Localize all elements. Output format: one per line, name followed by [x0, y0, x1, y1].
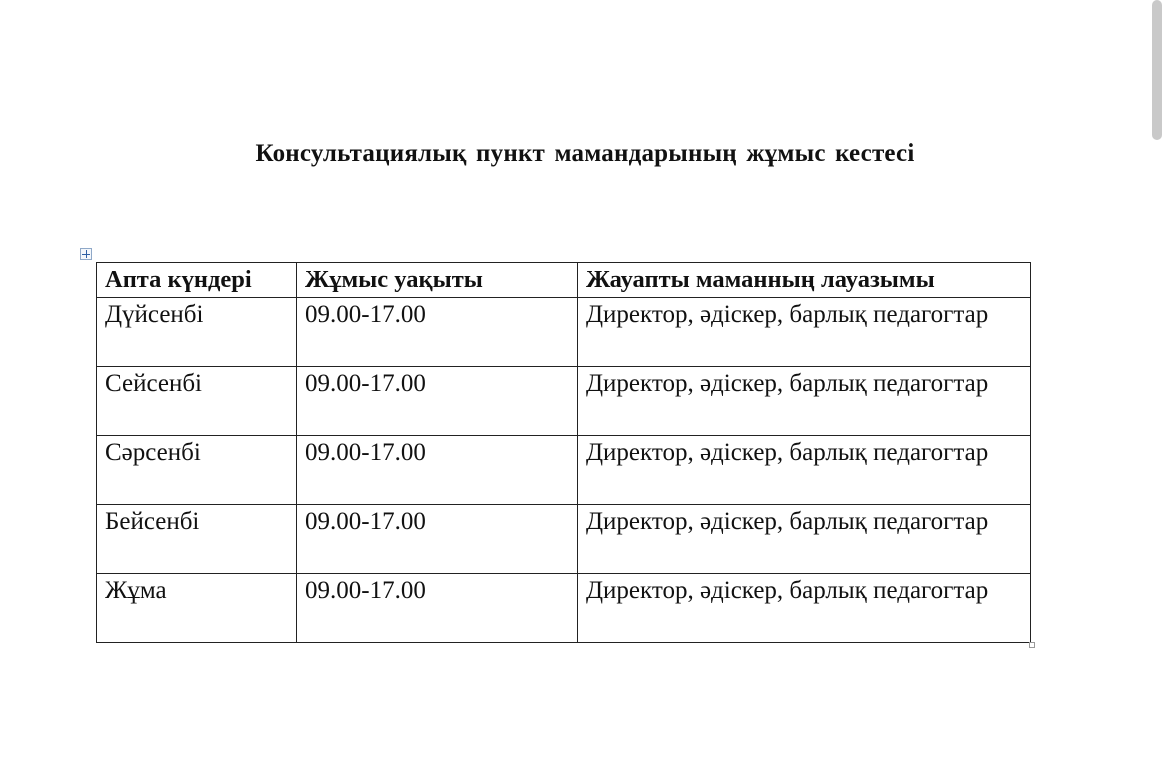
vertical-scrollbar[interactable]	[1152, 0, 1162, 140]
cell-responsible[interactable]: Директор, әдіскер, барлық педагогтар	[578, 505, 1031, 574]
cell-responsible[interactable]: Директор, әдіскер, барлық педагогтар	[578, 574, 1031, 643]
cell-day[interactable]: Бейсенбі	[97, 505, 297, 574]
cell-time[interactable]: 09.00-17.00	[297, 574, 578, 643]
table-row	[97, 298, 1031, 367]
table-header-row	[97, 263, 1031, 298]
cell-time[interactable]: 09.00-17.00	[297, 436, 578, 505]
table-row	[97, 367, 1031, 436]
move-cross-icon[interactable]	[80, 248, 92, 260]
cell-responsible[interactable]: Директор, әдіскер, барлық педагогтар	[578, 436, 1031, 505]
cell-day[interactable]: Жұма	[97, 574, 297, 643]
table-row	[97, 505, 1031, 574]
header-cell-days[interactable]: Апта күндері	[97, 263, 297, 298]
cell-day[interactable]: Сейсенбі	[97, 367, 297, 436]
cell-responsible[interactable]: Директор, әдіскер, барлық педагогтар	[578, 367, 1031, 436]
resize-square-icon[interactable]	[1029, 642, 1035, 648]
cell-day[interactable]: Сәрсенбі	[97, 436, 297, 505]
cell-time[interactable]: 09.00-17.00	[297, 505, 578, 574]
header-cell-time[interactable]: Жұмыс уақыты	[297, 263, 578, 298]
page-title: Консультациялық пункт мамандарының жұмыс кестесі	[255, 140, 915, 167]
table-row	[97, 436, 1031, 505]
table-row	[97, 574, 1031, 643]
cell-day[interactable]: Дүйсенбі	[97, 298, 297, 367]
schedule-table	[96, 262, 1031, 643]
header-cell-responsible[interactable]: Жауапты маманның лауазымы	[578, 263, 1031, 298]
cell-time[interactable]: 09.00-17.00	[297, 367, 578, 436]
cell-time[interactable]: 09.00-17.00	[297, 298, 578, 367]
cell-responsible[interactable]: Директор, әдіскер, барлық педагогтар	[578, 298, 1031, 367]
